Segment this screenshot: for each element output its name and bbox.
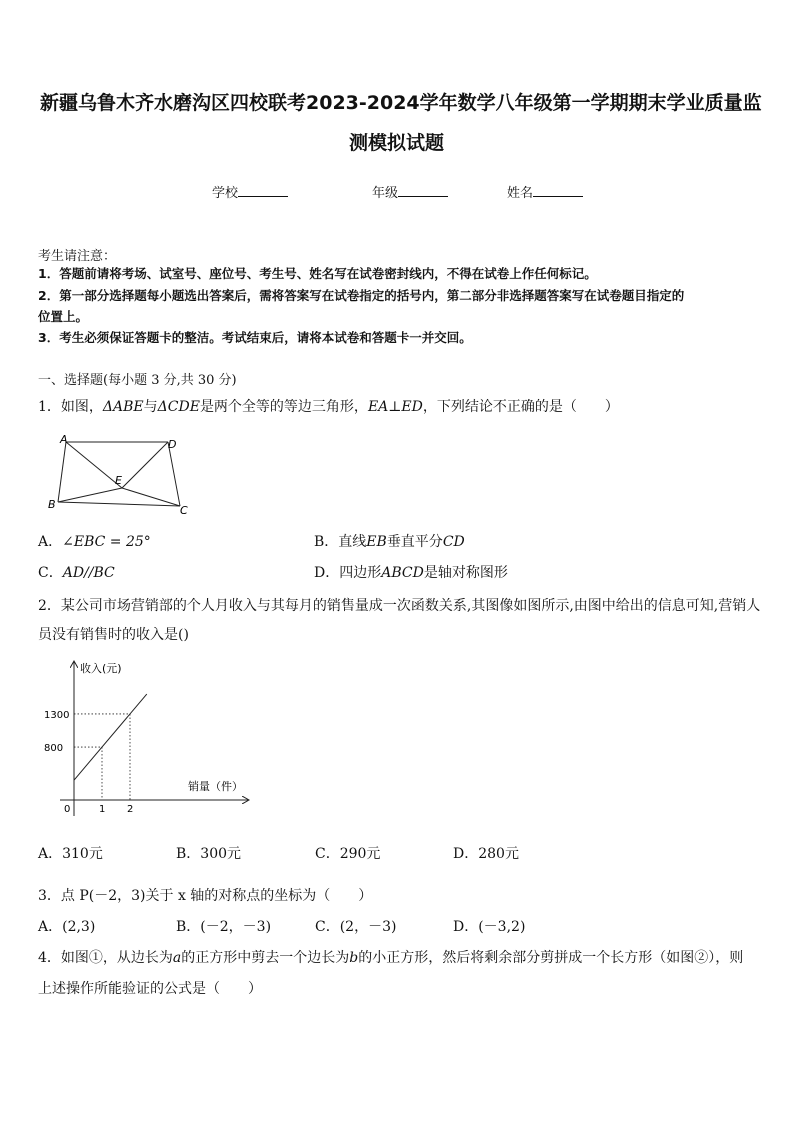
name-field <box>507 182 583 201</box>
option-math: EB <box>366 534 387 550</box>
option-math: ABCD <box>381 565 424 581</box>
school-blank <box>238 184 288 197</box>
notice-item: 3．考生必须保证答题卡的整洁。考试结束后，请将本试卷和答题卡一并交回。 <box>38 330 472 345</box>
q4-stem-part: 的小正方形，然后将剩余部分剪拼成一个长方形（如图②），则 <box>358 950 744 966</box>
grade-field <box>372 182 448 201</box>
q1-stem-part: ，下列结论不正确的是（ ） <box>422 399 619 415</box>
grade-label: 年级 <box>372 186 399 201</box>
school-field <box>212 182 288 201</box>
option-text: 是轴对称图形 <box>423 565 508 581</box>
name-label: 姓名 <box>507 186 534 201</box>
segment-de <box>122 442 168 488</box>
question-3-stem: 3．点 P(－2，3)关于 x 轴的对称点的坐标为（ ） <box>38 888 373 904</box>
label-d: D <box>168 438 177 451</box>
q1-option-a <box>38 531 151 551</box>
q2-option-a: A．310元 <box>38 846 103 862</box>
q1-perpendicular: EA⊥ED <box>367 399 423 415</box>
q4-stem-part: 4．如图①，从边长为 <box>38 950 173 966</box>
series-line <box>74 694 147 780</box>
x-tick-label: 1 <box>99 804 106 815</box>
q1-stem-part: 与 <box>143 399 158 415</box>
label-b: B <box>48 498 56 511</box>
option-math: AD//BC <box>62 565 115 581</box>
section-heading: 一、选择题(每小题 3 分,共 30 分) <box>38 373 237 388</box>
q3-option-d: D．(－3,2) <box>453 919 526 935</box>
segment-ae <box>66 442 122 488</box>
notice-item: 位置上。 <box>38 309 89 324</box>
q2-option-d: D．280元 <box>453 846 519 862</box>
question-4-stem-line2: 上述操作所能验证的公式是（ ） <box>38 981 262 997</box>
option-text: 垂直平分 <box>386 534 443 550</box>
question-2-stem-line1: 2．某公司市场营销部的个人月收入与其每月的销售量成一次函数关系,其图像如图所示,由图中给出的信息可知,营销人 <box>38 598 761 614</box>
question-4-stem-line1 <box>38 947 743 967</box>
y-tick-label: 1300 <box>44 709 70 721</box>
notice-item: 1．答题前请将考场、试室号、座位号、考生号、姓名写在试卷密封线内，不得在试卷上作任何标记。 <box>38 266 597 281</box>
q1-option-d <box>314 562 508 582</box>
q1-stem-part: 1．如图， <box>38 399 103 415</box>
q4-stem-part: 的正方形中剪去一个边长为 <box>181 950 350 966</box>
notice-heading: 考生请注意： <box>38 249 117 264</box>
option-prefix: D．四边形 <box>314 565 382 581</box>
q2-option-b: B．300元 <box>176 846 242 862</box>
q2-line-chart <box>40 656 260 826</box>
question-2-stem-line2: 员没有销售时的收入是() <box>38 627 189 643</box>
page-title-line1: 新疆乌鲁木齐水磨沟区四校联考2023-2024学年数学八年级第一学期期末学业质量监 <box>40 92 762 114</box>
notice-item: 2．第一部分选择题每小题选出答案后，需将答案写在试卷指定的括号内，第二部分非选择题答案写在试卷题目指定的 <box>38 288 685 303</box>
y-axis-label: 收入(元) <box>80 662 122 675</box>
y-tick-label: 800 <box>44 743 64 755</box>
q3-option-a: A．(2,3) <box>38 919 96 935</box>
label-a: A <box>60 433 68 446</box>
label-c: C <box>180 504 188 517</box>
q4-var-a: a <box>172 950 182 966</box>
name-blank <box>533 184 583 197</box>
q3-option-b: B．(－2，－3) <box>176 919 272 935</box>
x-axis-label: 销量（件） <box>188 780 243 793</box>
segment-ab <box>58 442 66 502</box>
option-math: CD <box>442 534 465 550</box>
school-label: 学校 <box>212 186 239 201</box>
segment-bc <box>58 502 180 506</box>
x-tick-label: 2 <box>127 804 134 815</box>
q1-stem-part: 是两个全等的等边三角形， <box>199 399 368 415</box>
page-title-line2: 测模拟试题 <box>349 132 445 154</box>
q1-option-c <box>38 562 115 582</box>
grade-blank <box>398 184 448 197</box>
option-prefix: A． <box>38 534 63 550</box>
label-e: E <box>115 474 122 487</box>
segment-be <box>58 488 122 502</box>
q1-option-b <box>314 531 465 551</box>
segment-ce <box>122 488 180 506</box>
q3-option-c: C．(2，－3) <box>315 919 397 935</box>
origin-label: 0 <box>64 804 71 815</box>
q4-var-b: b <box>349 950 359 966</box>
segment-dc <box>168 442 180 506</box>
option-prefix: C． <box>38 565 63 581</box>
q1-geometry-figure <box>44 430 204 520</box>
q1-triangle-abe: ΔABE <box>102 399 144 415</box>
q1-triangle-cde: ΔCDE <box>157 399 200 415</box>
option-prefix: B．直线 <box>314 534 367 550</box>
question-1-stem <box>38 396 619 416</box>
q2-option-c: C．290元 <box>315 846 381 862</box>
option-math: ∠EBC = 25° <box>62 534 151 550</box>
